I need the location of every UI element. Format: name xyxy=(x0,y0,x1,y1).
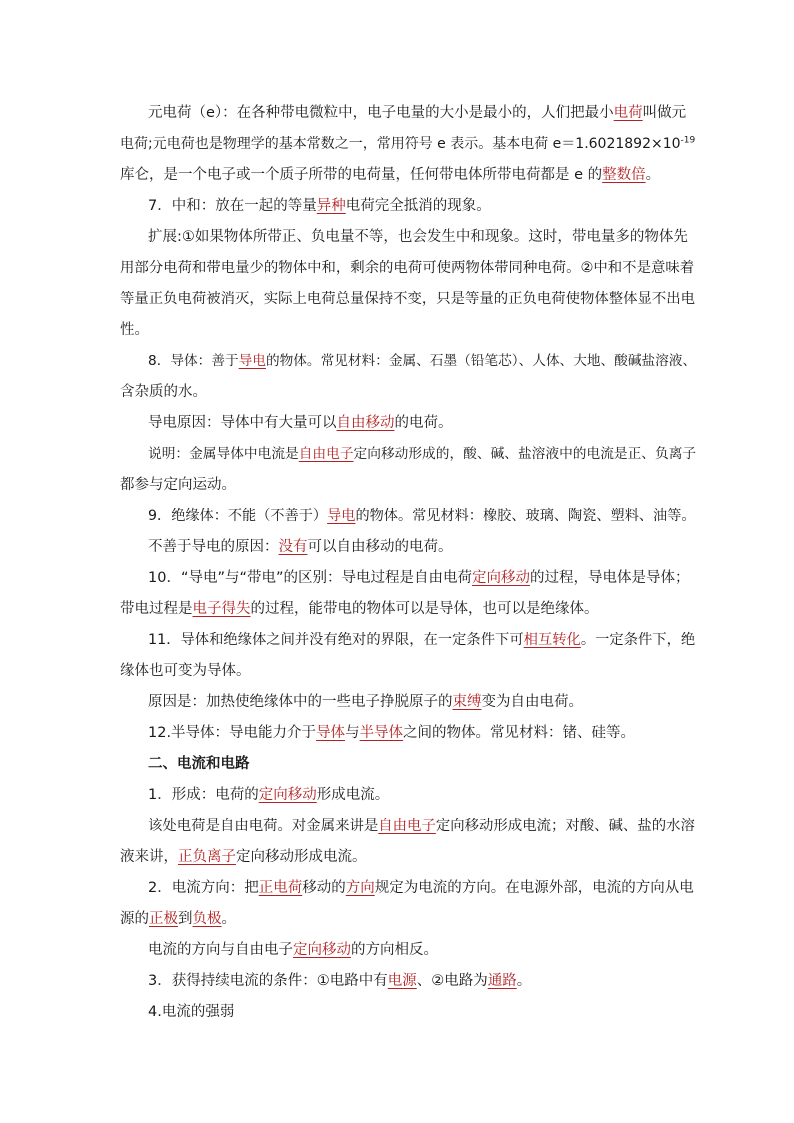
paragraph-line xyxy=(120,408,688,439)
text-run: 的物体。常见材料：金属、石墨（铅笔芯）、人体、大地、酸碱盐溶液、 xyxy=(265,353,697,369)
underlined-term: 电子得失 xyxy=(192,601,251,617)
text-run: 用部分电荷和带电量少的物体中和，剩余的电荷可使两物体带同种电荷。②中和不是意味着 xyxy=(120,260,695,276)
text-run: 都参与定向运动。 xyxy=(120,477,236,493)
text-run: 导电原因：导体中有大量可以 xyxy=(148,415,337,431)
text-run: 8．导体：善于 xyxy=(148,353,239,369)
text-run: 说明：金属导体中电流是 xyxy=(148,446,299,462)
underlined-term: 通路 xyxy=(487,973,517,989)
paragraph-line xyxy=(120,532,688,563)
text-run: 原因是：加热使绝缘体中的一些电子挣脱原子的 xyxy=(148,694,453,710)
text-run: 源的 xyxy=(120,911,149,927)
underlined-term: 电源 xyxy=(387,973,417,989)
paragraph-line xyxy=(120,625,696,656)
paragraph-line xyxy=(120,377,688,408)
text-run: 移动的 xyxy=(302,880,346,896)
text-run: 变为自由电荷。 xyxy=(481,694,583,710)
paragraph-line xyxy=(120,160,688,191)
text-run: 性。 xyxy=(120,322,149,338)
text-run: 10．“导电”与“带电”的区别：导电过程是自由电荷 xyxy=(148,570,472,586)
text-run: 12.半导体：导电能力介于 xyxy=(148,725,317,741)
text-run: 到 xyxy=(178,911,193,927)
paragraph-line xyxy=(120,501,696,532)
text-run: 3．获得持续电流的条件：①电路中有 xyxy=(148,973,388,989)
superscript: -19 xyxy=(680,135,696,146)
text-run: 2．电流方向：把 xyxy=(148,880,259,896)
underlined-term: 导电 xyxy=(327,508,356,524)
text-run: 1．形成：电荷的 xyxy=(148,787,259,803)
text-run: 的物体。常见材料：橡胶、玻璃、陶瓷、塑料、油等。 xyxy=(355,508,696,524)
text-run: 电流的方向与自由电子 xyxy=(148,942,293,958)
underlined-term: 导电 xyxy=(238,353,266,369)
text-run: 带电过程是 xyxy=(120,601,193,617)
underlined-term: 定向移动 xyxy=(293,942,351,958)
underlined-term: 相互转化 xyxy=(523,632,581,648)
paragraph-line xyxy=(120,811,695,842)
underlined-term: 没有 xyxy=(278,539,308,555)
text-run: 规定为电流的方向。在电源外部，电流的方向从电 xyxy=(374,880,694,896)
underlined-term: 定向移动 xyxy=(258,787,317,803)
text-run: 电荷完全抵消的现象。 xyxy=(345,198,491,214)
paragraph-line xyxy=(120,129,696,160)
text-run: 之间的物体。常见材料：锗、硅等。 xyxy=(403,725,636,741)
text-run: 等量正负电荷被消灭，实际上电荷总量保持不变，只是等量的正负电荷使物体整体显不出电 xyxy=(120,291,695,307)
text-run: 定向移动形成电流；对酸、碱、盐的水溶 xyxy=(435,818,695,834)
underlined-term: 自由电子 xyxy=(298,446,354,462)
text-run: 的过程，能带电的物体可以是导体，也可以是绝缘体。 xyxy=(250,601,599,617)
text-run: 、②电路为 xyxy=(416,973,488,989)
text-run: 定向移动形成电流。 xyxy=(236,849,367,865)
underlined-term: 电荷 xyxy=(613,105,643,121)
text-run: 的电荷。 xyxy=(394,415,453,431)
underlined-term: 自由电子 xyxy=(378,818,436,834)
text-run: 定向移动形成的，酸、碱、盐溶液中的电流是正、负离子 xyxy=(353,446,697,462)
underlined-term: 方向 xyxy=(345,880,375,896)
section-heading xyxy=(120,749,688,780)
underlined-term: 正负离子 xyxy=(178,849,236,865)
text-run: 的过程，导电体是导体； xyxy=(530,570,690,586)
paragraph-line xyxy=(120,315,688,346)
text-run: 可以自由移动的电荷。 xyxy=(307,539,453,555)
paragraph-line xyxy=(120,966,688,997)
text-run: 叫做元 xyxy=(642,105,687,121)
paragraph-line xyxy=(120,98,688,129)
paragraph-line xyxy=(120,656,688,687)
text-run: 。 xyxy=(516,973,532,989)
underlined-term: 异种 xyxy=(316,198,346,214)
paragraph-line xyxy=(120,873,694,904)
text-run: 电荷;元电荷也是物理学的基本常数之一，常用符号 e 表示。基本电荷 e＝1.6021892×10 xyxy=(120,136,681,152)
text-run: 含杂质的水。 xyxy=(120,384,207,400)
text-run: 形成电流。 xyxy=(316,787,390,803)
text-run: 。 xyxy=(221,911,236,927)
underlined-term: 定向移动 xyxy=(472,570,530,586)
text-run: 元电荷（e）：在各种带电微粒中，电子电量的大小是最小的，人们把最小 xyxy=(148,105,614,121)
text-run: 二、电流和电路 xyxy=(148,756,250,772)
paragraph-line xyxy=(120,842,688,873)
underlined-term: 负极 xyxy=(192,911,222,927)
text-run: 4.电流的强弱 xyxy=(148,1004,235,1020)
text-run: 7．中和：放在一起的等量 xyxy=(148,198,317,214)
paragraph-line xyxy=(120,563,688,594)
text-run: 扩展:①如果物体所带正、负电量不等，也会发生中和现象。这时，带电量多的物体先 xyxy=(148,229,688,245)
underlined-term: 正极 xyxy=(149,911,178,927)
text-run: 9．绝缘体：不能（不善于） xyxy=(148,508,328,524)
underlined-term: 正电荷 xyxy=(258,880,303,896)
text-run: 11．导体和绝缘体之间并没有绝对的界限，在一定条件下可 xyxy=(148,632,524,648)
text-run: 。 xyxy=(645,167,661,183)
text-run: 不善于导电的原因： xyxy=(148,539,279,555)
paragraph-line xyxy=(120,253,695,284)
paragraph-line xyxy=(120,594,688,625)
paragraph-line xyxy=(120,997,688,1028)
text-run: 该处电荷是自由电荷。对金属来讲是 xyxy=(148,818,379,834)
paragraph-line xyxy=(120,439,697,470)
underlined-term: 导体 xyxy=(316,725,346,741)
paragraph-line xyxy=(120,222,688,253)
underlined-term: 整数倍 xyxy=(602,167,646,183)
text-run: 液来讲， xyxy=(120,849,178,865)
underlined-term: 自由移动 xyxy=(336,415,395,431)
text-run: 的方向相反。 xyxy=(351,942,438,958)
text-run: 库仑，是一个电子或一个质子所带的电荷量，任何带电体所带电荷都是 e 的 xyxy=(120,167,603,183)
underlined-term: 束缚 xyxy=(452,694,482,710)
paragraph-line xyxy=(120,935,688,966)
paragraph-line xyxy=(120,346,697,377)
paragraph-line xyxy=(120,284,695,315)
paragraph-line xyxy=(120,780,688,811)
text-run: 缘体也可变为导体。 xyxy=(120,663,251,679)
paragraph-line xyxy=(120,191,688,222)
text-run: 。一定条件下，绝 xyxy=(580,632,696,648)
paragraph-line xyxy=(120,687,688,718)
underlined-term: 半导体 xyxy=(359,725,404,741)
document-page xyxy=(120,98,697,1028)
text-run: 与 xyxy=(345,725,360,741)
paragraph-line xyxy=(120,470,688,501)
paragraph-line xyxy=(120,904,688,935)
paragraph-line xyxy=(120,718,688,749)
